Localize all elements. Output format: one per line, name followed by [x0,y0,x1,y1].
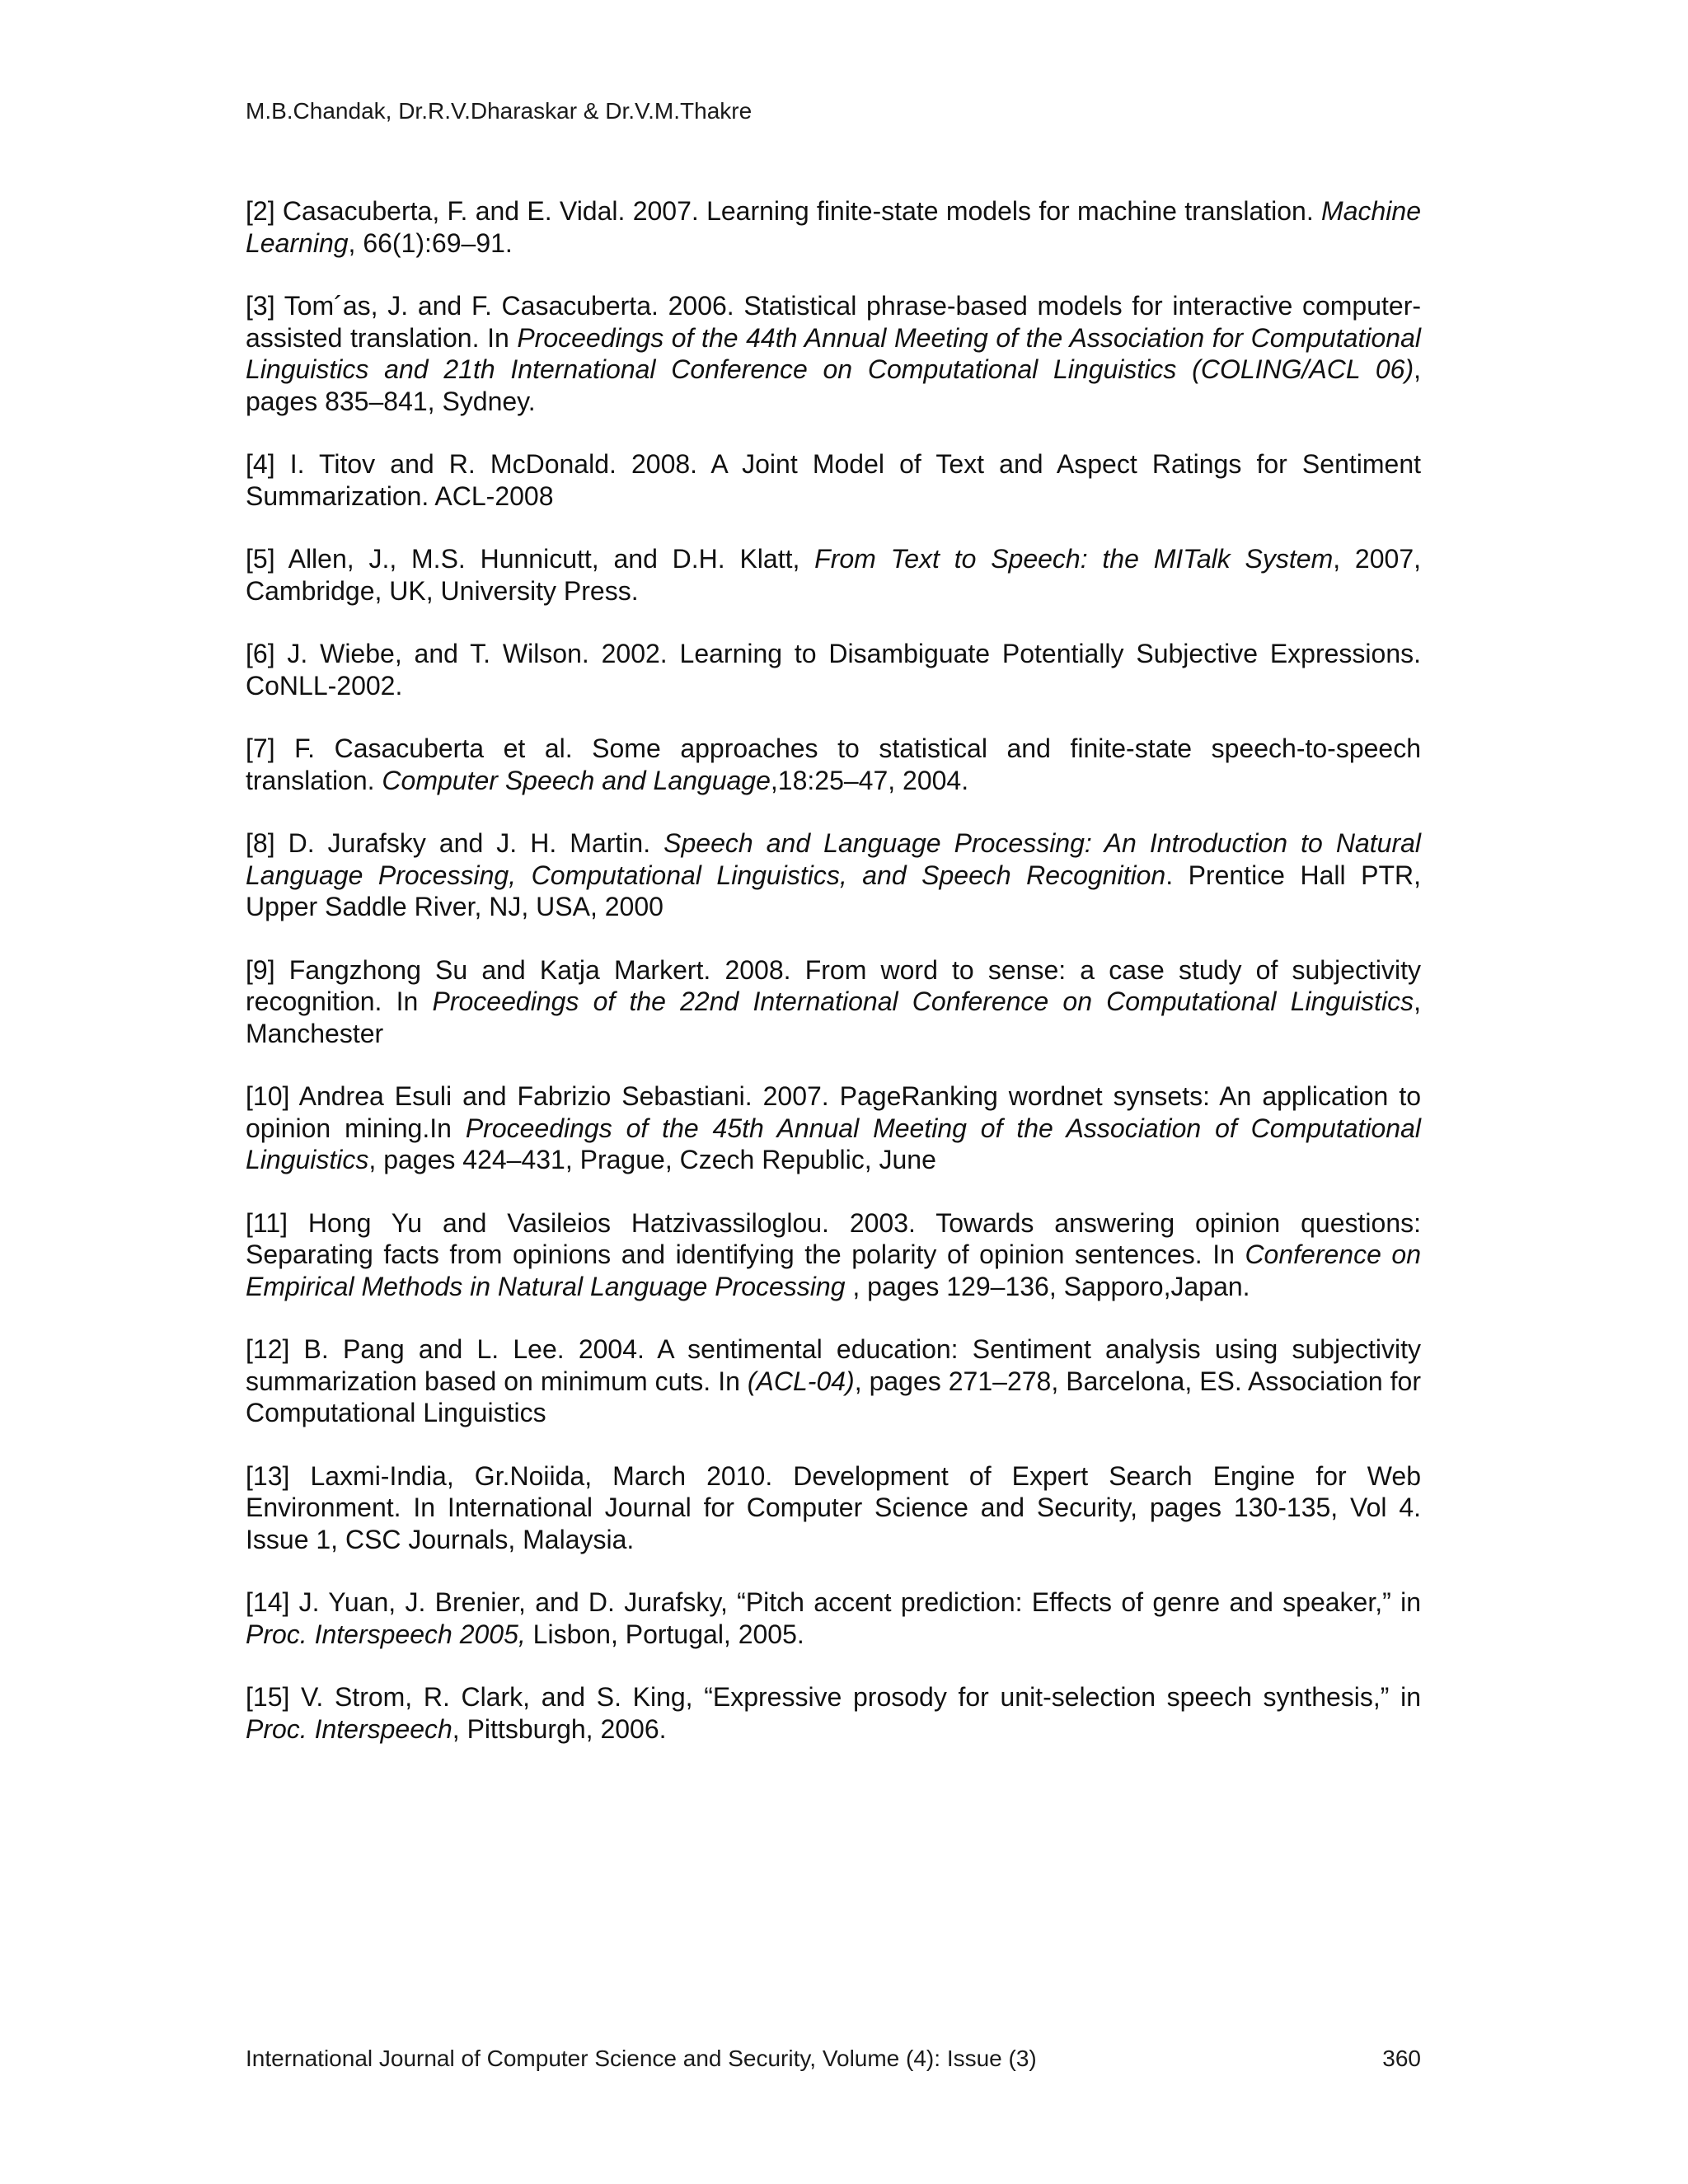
reference-text-segment: Lisbon, Portugal, 2005. [525,1619,804,1649]
reference-italic-segment: Speech and Language Processing: An Introduction to Natural Language Processing, Computational Linguistics, and Speech Recognition [246,828,1422,890]
reference-text-segment: , pages 835–841, Sydney. [246,354,1421,416]
reference-italic-segment: Proceedings of the 44th Annual Meeting of the Association for Computational Linguistics and 21th International Conference on Computational Linguistics (COLING/ACL 06) [246,322,1422,384]
reference-text-segment: [13] Laxmi-India, Gr.Noiida, March 2010. Development of Expert Search Engine for Web Environment. In International Journal for Computer Science and Security, pages 130-135, Vol 4. Issue 1, CSC Journals, Malaysia. [246,1460,1421,1554]
reference-entry-ref-10 [246,1080,1421,1176]
reference-text-segment: , pages 129–136, Sapporo,Japan. [845,1271,1250,1301]
reference-text-segment: [15] V. Strom, R. Clark, and S. King, “Expressive prosody for unit-selection speech synthesis,” in [246,1682,1421,1712]
reference-text-segment: [5] Allen, J., M.S. Hunnicutt, and D.H. Klatt, [246,544,815,574]
reference-italic-segment: Proceedings of the 45th Annual Meeting of the Association of Computational Linguistics [246,1113,1422,1174]
reference-text-segment: , Manchester [246,987,1422,1048]
footer-journal-title: International Journal of Computer Science and Security, Volume (4): Issue (3) [246,2046,1037,2071]
reference-text-segment: [9] Fangzhong Su and Katja Markert. 2008. From word to sense: a case study of subjectivity recognition. In [246,954,1421,1016]
reference-text-segment: [2] Casacuberta, F. and E. Vidal. 2007. Learning finite-state models for machine translation. [246,196,1322,226]
reference-entry-ref-3 [246,290,1421,417]
footer-page-number: 360 [1382,2046,1421,2071]
reference-text-segment: [6] J. Wiebe, and T. Wilson. 2002. Learning to Disambiguate Potentially Subjective Expressions. CoNLL-2002. [246,639,1421,701]
running-header-authors: M.B.Chandak, Dr.R.V.Dharaskar & Dr.V.M.Thakre [246,98,753,124]
reference-entry-ref-7 [246,733,1421,796]
reference-italic-segment: (ACL-04) [747,1366,855,1396]
reference-text-segment: [11] Hong Yu and Vasileios Hatzivassiloglou. 2003. Towards answering opinion questions: Separating facts from opinions and identifying the polarity of opinion sentences. In [246,1207,1421,1269]
reference-entry-ref-15 [246,1681,1421,1745]
reference-text-segment: . Prentice Hall PTR, Upper Saddle River, NJ, USA, 2000 [246,860,1422,921]
reference-text-segment: [4] I. Titov and R. McDonald. 2008. A Joint Model of Text and Aspect Ratings for Sentiment Summarization. ACL-2008 [246,449,1421,511]
reference-entry-ref-9 [246,954,1421,1050]
reference-text-segment: [7] F. Casacuberta et al. Some approaches to statistical and finite-state speech-to-speech translation. [246,733,1421,795]
reference-italic-segment: Proc. Interspeech 2005, [246,1619,526,1649]
reference-text-segment: [8] D. Jurafsky and J. H. Martin. [246,828,664,858]
reference-entry-ref-5 [246,543,1421,607]
reference-text-segment: [12] B. Pang and L. Lee. 2004. A sentimental education: Sentiment analysis using subjectivity summarization based on minimum cuts. In [246,1334,1421,1396]
reference-entry-ref-12 [246,1333,1421,1429]
reference-entry-ref-8 [246,827,1421,923]
reference-text-segment: [10] Andrea Esuli and Fabrizio Sebastiani. 2007. PageRanking wordnet synsets: An application to opinion mining.In [246,1081,1421,1143]
reference-text-segment: , Pittsburgh, 2006. [452,1713,667,1744]
reference-list [246,195,1421,1776]
reference-italic-segment: Proceedings of the 22nd International Conference on Computational Linguistics [432,987,1414,1016]
reference-text-segment: , pages 424–431, Prague, Czech Republic, June [368,1145,936,1174]
reference-italic-segment: Conference on Empirical Methods in Natural Language Processing [246,1240,1422,1301]
reference-text-segment: [3] Tom´as, J. and F. Casacuberta. 2006. Statistical phrase-based models for interactive computer-assisted translation. In [246,291,1421,353]
reference-italic-segment: Computer Speech and Language [382,765,771,795]
reference-entry-ref-11 [246,1207,1421,1303]
reference-text-segment: , pages 271–278, Barcelona, ES. Association for Computational Linguistics [246,1366,1421,1427]
reference-text-segment: [14] J. Yuan, J. Brenier, and D. Jurafsky, “Pitch accent prediction: Effects of genre and speaker,” in [246,1587,1421,1617]
reference-text-segment: , 2007, Cambridge, UK, University Press. [246,544,1422,606]
reference-text-segment: ,18:25–47, 2004. [770,765,969,795]
reference-italic-segment: From Text to Speech: the MITalk System [814,544,1334,574]
reference-entry-ref-2 [246,195,1421,259]
reference-entry-ref-14 [246,1586,1421,1650]
reference-italic-segment: Machine Learning [246,196,1421,258]
reference-text-segment: , 66(1):69–91. [348,227,513,258]
reference-entry-ref-6 [246,638,1421,701]
reference-italic-segment: Proc. Interspeech [246,1713,452,1744]
reference-entry-ref-4 [246,448,1421,512]
reference-entry-ref-13 [246,1460,1421,1556]
